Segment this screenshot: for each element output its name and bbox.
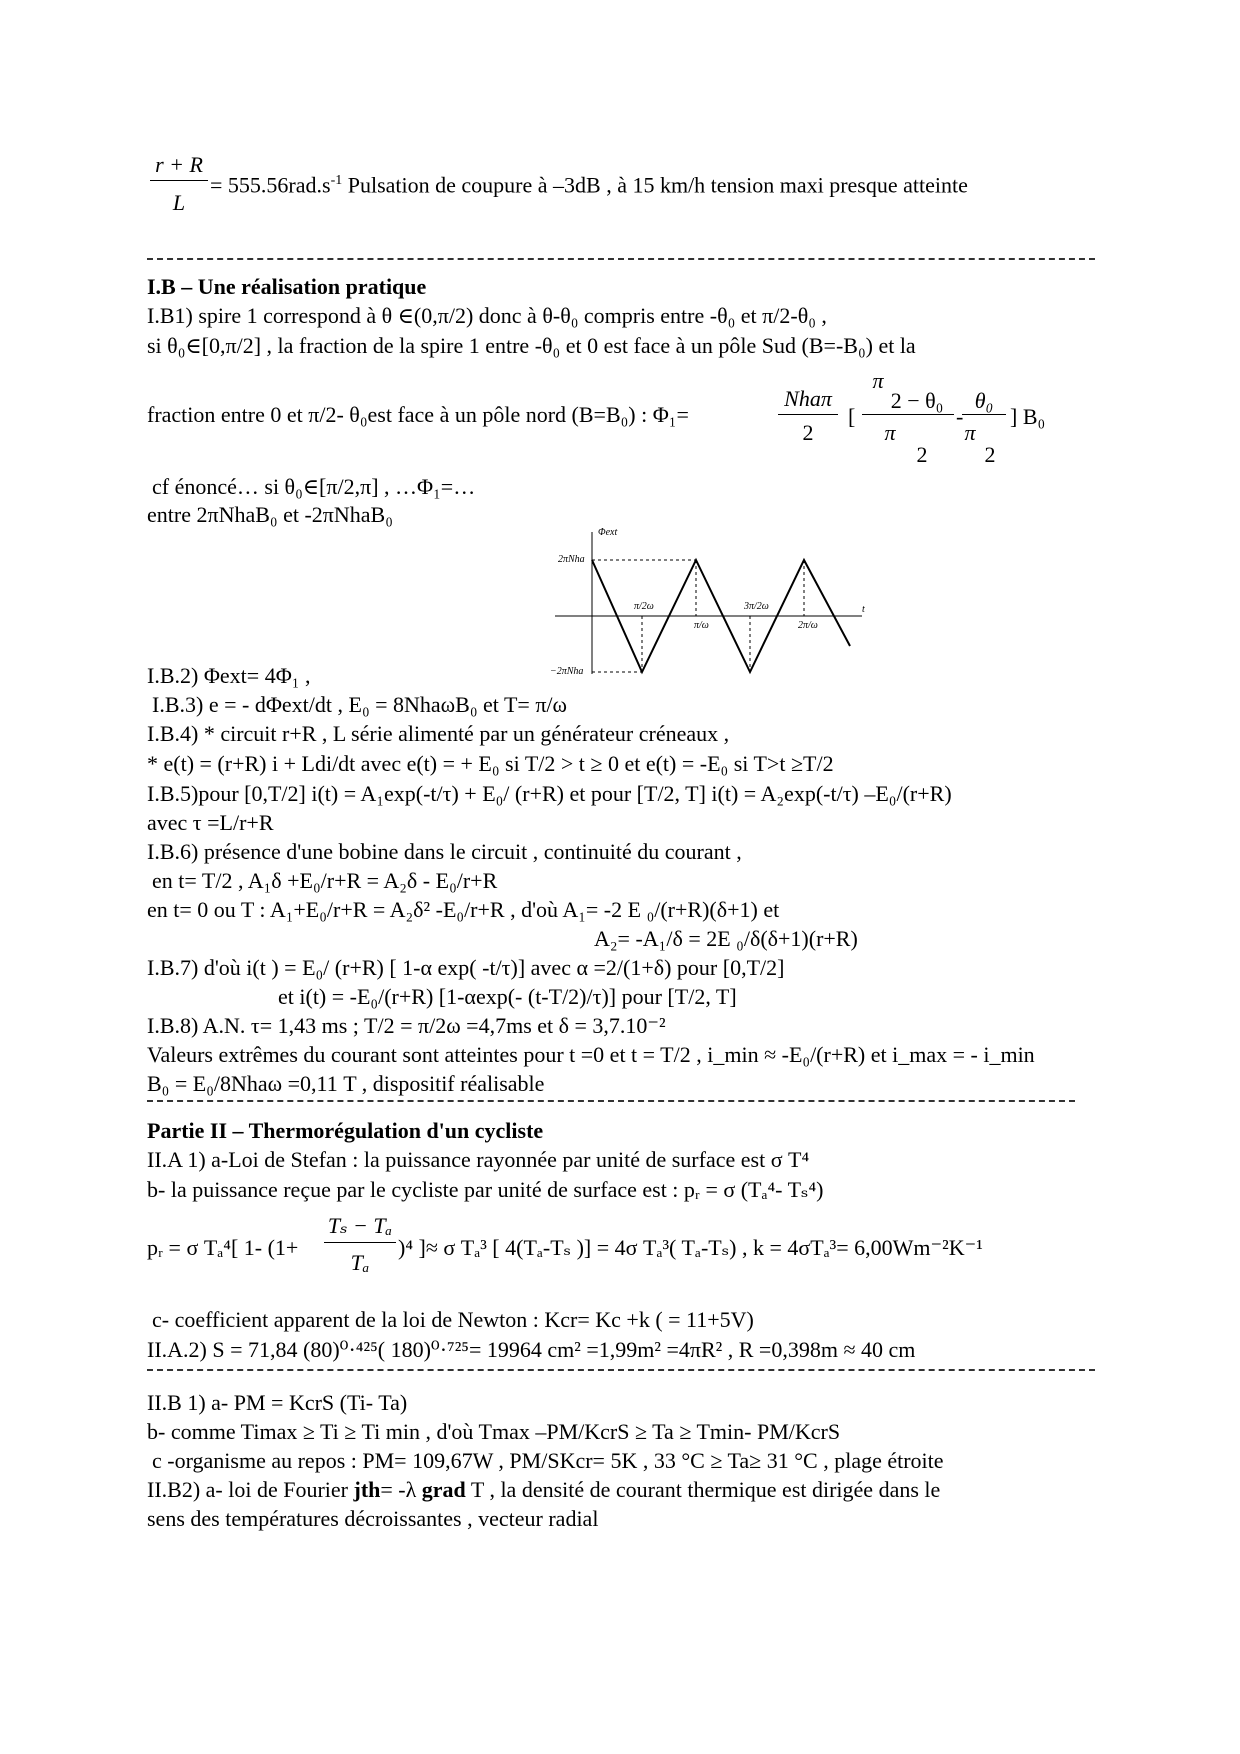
formula-pi: π [872,368,884,393]
fraction-bar [962,414,1006,415]
text-line: Valeurs extrêmes du courant sont atteintes pour t =0 et t = T/2 , i_min ≈ -E₀/(r+R) et i_max = - i_min [147,1042,1035,1067]
text-line: A₂= -A₁/δ = 2E ₀/δ(δ+1)(r+R) [594,926,858,951]
text-line: c- coefficient apparent de la loi de Newton : Kcr= Kc +k ( = 11+5V) [152,1307,754,1332]
formula-pi: π [964,420,976,445]
graph-xlabel: t [862,604,865,615]
formula-theta: θ₀ [974,388,994,413]
formula-end: ] B₀ [1010,404,1046,429]
formula-den: 2 [802,420,814,445]
separator [147,1369,1095,1371]
graph-ylabel: Φext [598,527,618,538]
text-line: II.A.2) S = 71,84 (80)⁰·⁴²⁵( 180)⁰·⁷²⁵= 19964 cm² =1,99m² =4πR² , R =0,398m ≈ 40 cm [147,1337,916,1362]
text-line: I.B1) spire 1 correspond à θ ∈(0,π/2) donc à θ-θ₀ compris entre -θ₀ et π/2-θ₀ , [147,303,827,328]
fraction-denominator: L [172,190,186,215]
text-line: b- comme Timax ≥ Ti ≥ Ti min , d'où Tmax –PM/KcrS ≥ Ta ≥ Tmin- PM/KcrS [147,1419,841,1444]
formula-bracket: [ [848,404,856,429]
text-line: I.B.8) A.N. τ= 1,43 ms ; T/2 = π/2ω =4,7ms et δ = 3,7.10⁻² [147,1013,666,1038]
line-cutoff: = $555.56rad.s^{-1}$ Pulsation de coupure à –3dB , à 15 km/h tension maxi presque atteinte [210,172,968,198]
graph-tick-label: 2π/ω [798,620,818,631]
text-line: I.B.7) d'où i(t ) = E₀/ (r+R) [ 1-α exp( -t/τ)] avec α =2/(1+δ) pour [0,T/2] [147,955,785,980]
graph-tick-label: 3π/2ω [744,601,769,612]
formula-two: 2 [984,442,996,467]
section-heading-part2: Partie II – Thermorégulation d'un cycliste [147,1118,544,1143]
graph-ytop: 2πNha [558,554,585,565]
formula-two: 2 [916,442,928,467]
text-line: B₀ = E₀/8Nhaω =0,11 T , dispositif réalisable [147,1071,545,1096]
text-line: II.A 1) a-Loi de Stefan : la puissance rayonnée par unité de surface est σ T⁴ [147,1147,810,1172]
fraction-bar [778,414,838,415]
text-line: * e(t) = (r+R) i + Ldi/dt avec e(t) = + E₀ si T/2 > t ≥ 0 et e(t) = -E₀ si T>t ≥T/2 [147,751,834,776]
text-line: II.B 1) a- PM = KcrS (Ti- Ta) [147,1390,408,1415]
formula-top: 2 − θ₀ [890,388,944,413]
text-line: II.B2) a- loi de Fourier jth= -λ grad T , la densité de courant thermique est dirigée dans le [147,1477,941,1502]
formula-num: Nhaπ [784,386,832,411]
text-line: )⁴ ]≈ σ Tₐ³ [ 4(Tₐ-Tₛ )] = 4σ Tₐ³( Tₐ-Tₛ) , k = 4σTₐ³= 6,00Wm⁻²K⁻¹ [398,1235,983,1260]
text-line: fraction entre 0 et π/2- θ₀est face à un pôle nord (B=B₀) : Φ₁= [147,402,689,427]
formula-num: Tₛ − Tₐ [327,1213,393,1238]
text-line: entre 2πNhaB₀ et -2πNhaB₀ [147,502,393,527]
formula-pi: π [884,420,896,445]
fraction-bar [862,414,954,415]
text-line: I.B.2) Φext= 4Φ₁ , [147,663,311,688]
graph-tick-label: π/2ω [634,601,654,612]
flux-graph [550,524,870,682]
separator [147,1100,1075,1102]
fraction-bar [150,180,208,181]
text-line: sens des températures décroissantes , vecteur radial [147,1506,599,1531]
fraction-numerator: r + R [155,152,203,177]
text-line: I.B.5)pour [0,T/2] i(t) = A₁exp(-t/τ) + E₀/ (r+R) et pour [T/2, T] i(t) = A₂exp(-t/τ) –E₀/(r+R) [147,781,952,806]
section-heading-IB: I.B – Une réalisation pratique [147,274,427,299]
formula-minus: - [956,404,964,429]
text-line: en t= T/2 , A₁δ +E₀/r+R = A₂δ - E₀/r+R [152,868,498,893]
text-line: si θ₀∈[0,π/2] , la fraction de la spire 1 entre -θ₀ et 0 est face à un pôle Sud (B=-B₀) et la [147,333,916,358]
text-line: cf énoncé… si θ₀∈[π/2,π] , …Φ₁=… [152,474,476,499]
text-line: I.B.4) * circuit r+R , L série alimenté par un générateur créneaux , [147,721,730,746]
text-line: b- la puissance reçue par le cycliste par unité de surface est : pᵣ = σ (Tₐ⁴- Tₛ⁴) [147,1177,824,1202]
graph-tick-label: π/ω [694,620,709,631]
fraction-bar [324,1242,396,1243]
text-line: pᵣ = σ Tₐ⁴[ 1- (1+ [147,1235,299,1260]
text-line: c -organisme au repos : PM= 109,67W , PM/SKcr= 5K , 33 °C ≥ Ta≥ 31 °C , plage étroite [152,1448,944,1473]
text-line: en t= 0 ou T : A₁+E₀/r+R = A₂δ² -E₀/r+R , d'où A₁= -2 E ₀/(r+R)(δ+1) et [147,897,780,922]
formula-den: Tₐ [350,1250,370,1275]
text-line: I.B.6) présence d'une bobine dans le circuit , continuité du courant , [147,839,742,864]
text-line: avec τ =L/r+R [147,810,274,835]
graph-ybot: −2πNha [550,666,584,677]
text-line: I.B.3) e = - dΦext/dt , E₀ = 8NhaωB₀ et T= π/ω [152,692,568,717]
separator [147,258,1095,260]
text-line: et i(t) = -E₀/(r+R) [1-αexp(- (t-T/2)/τ)] pour [T/2, T] [278,984,737,1009]
